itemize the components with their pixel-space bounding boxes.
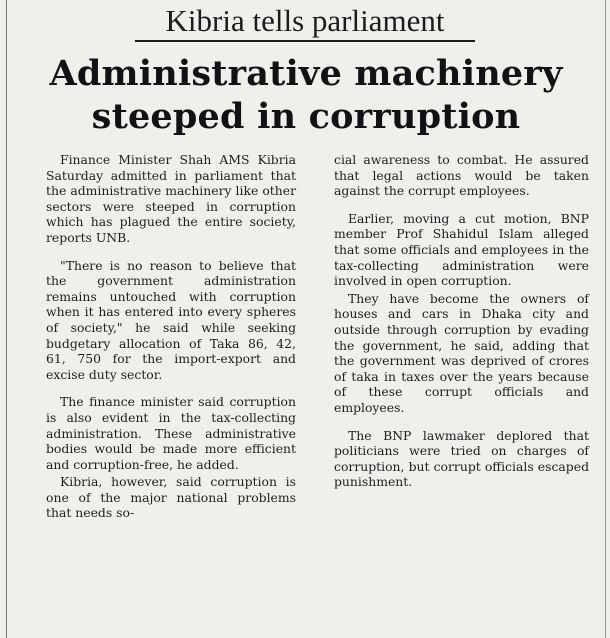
paragraph-2: "There is no reason to believe that the government administration remains untouched with corruption when it has entered into every spheres of society," he said while seeking budgetary allocation of Taka 86, 42, 61, 750 for the import-export and excise duty sector. (46, 257, 296, 382)
headline-text: Administrative machinery steeped in corruption (49, 53, 563, 137)
article-column-left (46, 152, 296, 533)
paragraph-5: cial awareness to combat. He assured that legal actions would be taken against the corrupt employees. (334, 152, 589, 199)
article-column-right (334, 152, 589, 502)
paragraph-8: The BNP lawmaker deplored that politicians were tried on charges of corruption, but corrupt officials escaped punishment. (334, 427, 589, 490)
clipping-right-edge (605, 0, 606, 638)
article-headline (10, 52, 602, 138)
clipping-left-edge (6, 0, 7, 638)
paragraph-6: Earlier, moving a cut motion, BNP member Prof Shahidul Islam alleged that some officials and employees in the tax-collecting administration were involved in open corruption. (334, 210, 589, 289)
paragraph-4: Kibria, however, said corruption is one of the major national problems that needs so- (46, 474, 296, 521)
article-kicker: Kibria tells parliament (135, 2, 475, 42)
paragraph-7: They have become the owners of houses and cars in Dhaka city and outside through corruption by evading the government, he said, adding that the government was deprived of crores of taka in taxes over the years because of these corrupt officials and employees. (334, 290, 589, 415)
paragraph-1: Finance Minister Shah AMS Kibria Saturday admitted in parliament that the administrative machinery like other sectors were steeped in corruption which has plagued the entire society, reports UNB. (46, 152, 296, 245)
paragraph-3: The finance minister said corruption is also evident in the tax-collecting administration. These administrative bodies would be made more efficient and corruption-free, he added. (46, 394, 296, 472)
